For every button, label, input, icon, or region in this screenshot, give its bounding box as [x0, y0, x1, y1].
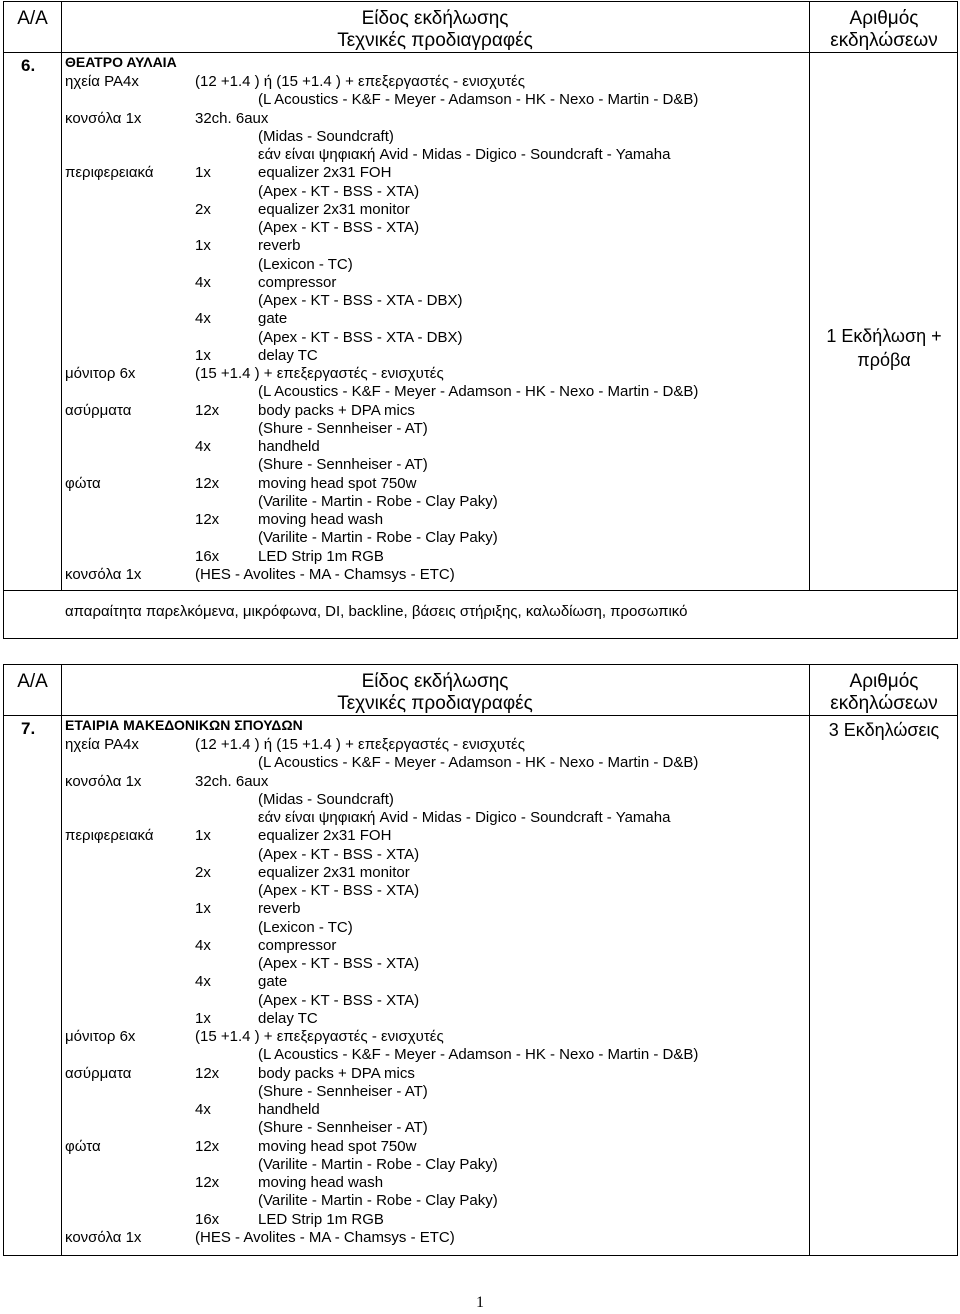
header-count-line1: Αριθμός	[849, 671, 919, 692]
spec-cell-c1: κονσόλα 1x	[65, 772, 142, 790]
column-divider	[61, 2, 62, 590]
spec-table-7	[3, 664, 958, 1256]
spec-cell-c2: 4x	[195, 273, 211, 291]
spec-cell-c3: gate	[258, 310, 288, 328]
spec-cell-c3: LED Strip 1m RGB	[258, 1210, 384, 1228]
spec-cell-c3: equalizer 2x31 monitor	[258, 863, 410, 881]
spec-cell-c1: ασύρματα	[65, 1064, 132, 1082]
header-type-line2: Τεχνικές προδιαγραφές	[337, 693, 533, 714]
spec-cell-c3: (L Acoustics - K&F - Meyer - Adamson - HK - Nexo - Martin - D&B)	[258, 91, 699, 109]
spec-cell-c2: 4x	[195, 438, 211, 455]
section-number: 7.	[21, 719, 36, 738]
spec-cell-c2: 12x	[195, 1174, 220, 1191]
spec-cell-c2: 4x	[195, 310, 211, 328]
spec-cell-c2: 12x	[195, 474, 220, 492]
spec-cell-c2: 4x	[195, 973, 211, 991]
spec-cell-c3: (Apex - KT - BSS - XTA)	[258, 991, 420, 1009]
spec-cell-c3: (Apex - KT - BSS - XTA - DBX)	[258, 292, 463, 309]
spec-table-6	[3, 1, 958, 639]
spec-cell-c3: (Shure - Sennheiser - AT)	[258, 456, 428, 474]
spec-cell-c2: 32ch. 6aux	[195, 772, 269, 790]
spec-cell-c2: (12 +1.4 ) ή (15 +1.4 ) + επεξεργαστές - ενισχυτές	[195, 736, 525, 753]
header-type-line1: Είδος εκδήλωσης	[361, 8, 509, 29]
header-count-line1: Αριθμός	[849, 8, 919, 29]
header-count-line2: εκδηλώσεων	[830, 693, 938, 714]
spec-cell-c3: equalizer 2x31 monitor	[258, 200, 410, 218]
spec-cell-c3: (L Acoustics - K&F - Meyer - Adamson - HK - Nexo - Martin - D&B)	[258, 1046, 699, 1064]
footer-divider	[4, 590, 957, 591]
spec-cell-c3: gate	[258, 973, 288, 991]
spec-cell-c3: (Varilite - Martin - Robe - Clay Paky)	[258, 1192, 498, 1210]
page-number: 1	[476, 1294, 484, 1311]
spec-cell-c3: (Apex - KT - BSS - XTA - DBX)	[258, 328, 463, 346]
spec-cell-c2: 12x	[195, 1137, 220, 1155]
spec-cell-c2: (15 +1.4 ) + επεξεργαστές - ενισχυτές	[195, 1028, 444, 1045]
spec-cell-c2: 12x	[195, 511, 220, 528]
spec-cell-c1: φώτα	[65, 1137, 101, 1155]
spec-cell-c3: body packs + DPA mics	[258, 1064, 415, 1082]
spec-cell-c3: (L Acoustics - K&F - Meyer - Adamson - HK - Nexo - Martin - D&B)	[258, 383, 699, 401]
spec-cell-c2: 1x	[195, 827, 211, 845]
spec-cell-c1: περιφερειακά	[65, 164, 154, 182]
spec-cell-c1: μόνιτορ 6x	[65, 365, 136, 382]
spec-cell-c2: 32ch. 6aux	[195, 109, 269, 127]
spec-cell-c3: handheld	[258, 438, 320, 455]
spec-cell-c1: κονσόλα 1x	[65, 1228, 142, 1246]
spec-cell-c2: 16x	[195, 1210, 220, 1228]
header-type-line1: Είδος εκδήλωσης	[361, 671, 509, 692]
spec-cell-c3: (Lexicon - TC)	[258, 255, 353, 273]
column-divider	[809, 665, 810, 1255]
column-divider	[809, 2, 810, 590]
header-type-line2: Τεχνικές προδιαγραφές	[337, 30, 533, 51]
footer-note: απαραίτητα παρελκόμενα, μικρόφωνα, DI, backline, βάσεις στήριξης, καλωδίωση, προσωπικό	[65, 603, 688, 620]
spec-cell-c3: (Apex - KT - BSS - XTA)	[258, 845, 420, 863]
spec-cell-c3: reverb	[258, 900, 301, 918]
spec-cell-c2: (HES - Avolites - MA - Chamsys - ETC)	[195, 1228, 455, 1246]
spec-cell-c3: (Apex - KT - BSS - XTA)	[258, 955, 420, 972]
spec-cell-c3: (Varilite - Martin - Robe - Clay Paky)	[258, 492, 498, 510]
spec-cell-c3: (Midas - Soundcraft)	[258, 127, 394, 145]
spec-cell-c3: (L Acoustics - K&F - Meyer - Adamson - HK - Nexo - Martin - D&B)	[258, 754, 699, 772]
spec-cell-c3: moving head spot 750w	[258, 1137, 417, 1155]
spec-cell-c3: (Lexicon - TC)	[258, 918, 353, 936]
spec-cell-c2: 1x	[195, 164, 211, 182]
spec-cell-c1: περιφερειακά	[65, 827, 154, 845]
spec-cell-c1: φώτα	[65, 474, 101, 492]
spec-cell-c3: moving head wash	[258, 1174, 384, 1191]
spec-cell-c3: compressor	[258, 273, 337, 291]
column-divider	[61, 665, 62, 1255]
spec-cell-c3: compressor	[258, 936, 337, 954]
spec-cell-c3: εάν είναι ψηφιακή Avid - Midas - Digico - Soundcraft - Yamaha	[258, 809, 671, 826]
spec-cell-c2: 4x	[195, 1101, 211, 1118]
spec-cell-c3: handheld	[258, 1101, 320, 1118]
section-number: 6.	[21, 56, 36, 75]
spec-cell-c3: (Apex - KT - BSS - XTA)	[258, 882, 420, 899]
spec-cell-c2: 16x	[195, 547, 220, 565]
event-count: 1 Εκδήλωση + πρόβα	[826, 326, 942, 370]
spec-cell-c2: (15 +1.4 ) + επεξεργαστές - ενισχυτές	[195, 365, 444, 382]
section-title: ΕΤΑΙΡΙΑ ΜΑΚΕΔΟΝΙΚΩΝ ΣΠΟΥΔΩΝ	[65, 717, 303, 733]
spec-cell-c3: εάν είναι ψηφιακή Avid - Midas - Digico - Soundcraft - Yamaha	[258, 146, 671, 163]
spec-cell-c3: LED Strip 1m RGB	[258, 547, 384, 565]
spec-cell-c2: 12x	[195, 401, 220, 419]
spec-cell-c2: 4x	[195, 936, 211, 954]
spec-cell-c3: (Shure - Sennheiser - AT)	[258, 419, 428, 437]
spec-cell-c2: 1x	[195, 237, 211, 255]
spec-cell-c2: (12 +1.4 ) ή (15 +1.4 ) + επεξεργαστές - ενισχυτές	[195, 73, 525, 90]
spec-cell-c3: (Midas - Soundcraft)	[258, 790, 394, 808]
header-divider	[4, 52, 957, 53]
spec-cell-c2: 2x	[195, 200, 211, 218]
spec-cell-c1: ηχεία PA4x	[65, 736, 139, 753]
spec-cell-c1: ασύρματα	[65, 401, 132, 419]
spec-cell-c3: delay TC	[258, 1009, 318, 1027]
spec-cell-c1: μόνιτορ 6x	[65, 1028, 136, 1045]
spec-cell-c1: ηχεία PA4x	[65, 73, 139, 90]
section-title: ΘΕΑΤΡΟ ΑΥΛΑΙΑ	[65, 54, 177, 70]
spec-cell-c2: 12x	[195, 1064, 220, 1082]
spec-cell-c2: 1x	[195, 1009, 211, 1027]
spec-cell-c3: (Apex - KT - BSS - XTA)	[258, 219, 420, 236]
header-divider	[4, 715, 957, 716]
header-aa: Α/Α	[17, 8, 48, 29]
spec-cell-c3: equalizer 2x31 FOH	[258, 827, 392, 845]
spec-cell-c3: reverb	[258, 237, 301, 255]
spec-cell-c2: 1x	[195, 900, 211, 918]
spec-cell-c3: equalizer 2x31 FOH	[258, 164, 392, 182]
event-count: 3 Εκδηλώσεις	[828, 720, 940, 740]
spec-cell-c3: moving head wash	[258, 511, 384, 528]
spec-cell-c3: (Apex - KT - BSS - XTA)	[258, 182, 420, 200]
spec-cell-c3: moving head spot 750w	[258, 474, 417, 492]
spec-cell-c2: 1x	[195, 346, 211, 364]
spec-cell-c1: κονσόλα 1x	[65, 109, 142, 127]
header-count-line2: εκδηλώσεων	[830, 30, 938, 51]
header-aa: Α/Α	[17, 671, 48, 692]
spec-cell-c3: (Varilite - Martin - Robe - Clay Paky)	[258, 1155, 498, 1173]
spec-cell-c2: (HES - Avolites - MA - Chamsys - ETC)	[195, 565, 455, 583]
spec-cell-c3: (Shure - Sennheiser - AT)	[258, 1082, 428, 1100]
spec-cell-c3: body packs + DPA mics	[258, 401, 415, 419]
spec-cell-c2: 2x	[195, 863, 211, 881]
spec-cell-c3: delay TC	[258, 346, 318, 364]
spec-cell-c3: (Shure - Sennheiser - AT)	[258, 1119, 428, 1137]
spec-cell-c1: κονσόλα 1x	[65, 565, 142, 583]
spec-cell-c3: (Varilite - Martin - Robe - Clay Paky)	[258, 529, 498, 547]
